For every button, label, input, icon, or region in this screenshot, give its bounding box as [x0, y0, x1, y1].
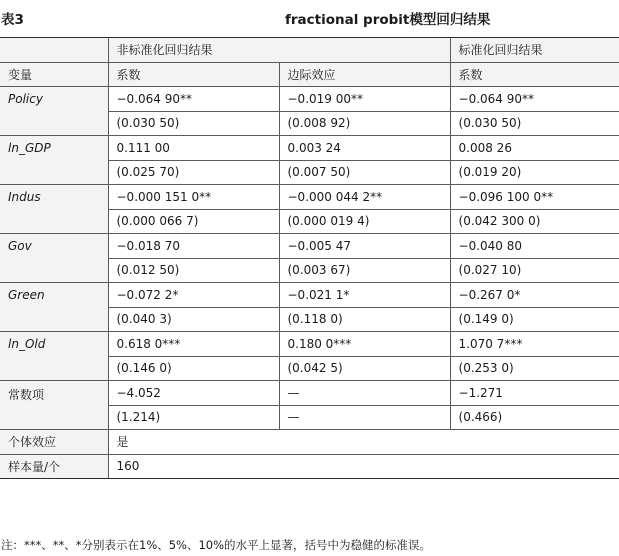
standardized-se-cell: (0.027 10): [450, 258, 619, 283]
coefficient-se-cell: (0.012 50): [108, 258, 279, 283]
table-row: [0, 381, 619, 406]
coefficient-se-cell: (1.214): [108, 405, 279, 430]
standardized-coefficient-cell: −0.267 0*: [450, 283, 619, 308]
standardized-coefficient-cell: 1.070 7***: [450, 332, 619, 357]
marginal-effect-cell: 0.180 0***: [279, 332, 450, 357]
marginal-effect-se-cell: (0.000 019 4): [279, 209, 450, 234]
coefficient-se-cell: (0.030 50): [108, 111, 279, 136]
standardized-coefficient-cell: −1.271: [450, 381, 619, 406]
standardized-coefficient-header: 系数: [450, 62, 619, 87]
table-number: 表3: [1, 12, 24, 28]
standardized-se-cell: (0.030 50): [450, 111, 619, 136]
fixed-effects-label: 个体效应: [0, 430, 108, 455]
coefficient-se-cell: (0.146 0): [108, 356, 279, 381]
sample-size-label: 样本量/个: [0, 454, 108, 479]
marginal-effect-se-cell: —: [279, 405, 450, 430]
table-row: [0, 136, 619, 161]
coefficient-cell: −0.064 90**: [108, 87, 279, 112]
marginal-effect-header: 边际效应: [279, 62, 450, 87]
coefficient-cell: 0.111 00: [108, 136, 279, 161]
fixed-effects-value: 是: [108, 430, 619, 455]
standardized-group-header: 标准化回归结果: [450, 38, 619, 63]
marginal-effect-cell: 0.003 24: [279, 136, 450, 161]
table-row: [0, 185, 619, 210]
standardized-se-cell: (0.019 20): [450, 160, 619, 185]
title-row: [0, 8, 619, 30]
regression-table: [0, 37, 619, 479]
variable-header: 变量: [0, 62, 108, 87]
standardized-se-cell: (0.466): [450, 405, 619, 430]
marginal-effect-se-cell: (0.118 0): [279, 307, 450, 332]
marginal-effect-cell: −0.000 044 2**: [279, 185, 450, 210]
variable-name: 常数项: [0, 381, 108, 430]
sample-size-value: 160: [108, 454, 619, 479]
fixed-effects-row: [0, 430, 619, 455]
unstandardized-group-header: 非标准化回归结果: [108, 38, 450, 63]
standardized-se-cell: (0.042 300 0): [450, 209, 619, 234]
table-note: 注：***、**、*分别表示在1%、5%、10%的水平上显著，括号中为稳健的标准误。: [1, 538, 432, 552]
marginal-effect-se-cell: (0.008 92): [279, 111, 450, 136]
variable-name: Green: [0, 283, 108, 332]
coefficient-cell: −0.072 2*: [108, 283, 279, 308]
marginal-effect-cell: −0.005 47: [279, 234, 450, 259]
variable-name: ln_GDP: [0, 136, 108, 185]
coefficient-se-cell: (0.000 066 7): [108, 209, 279, 234]
coefficient-cell: −4.052: [108, 381, 279, 406]
table-row: [0, 283, 619, 308]
marginal-effect-cell: −0.019 00**: [279, 87, 450, 112]
variable-name: ln_Old: [0, 332, 108, 381]
variable-name: Gov: [0, 234, 108, 283]
marginal-effect-cell: −0.021 1*: [279, 283, 450, 308]
standardized-se-cell: (0.253 0): [450, 356, 619, 381]
marginal-effect-se-cell: (0.042 5): [279, 356, 450, 381]
sample-size-row: [0, 454, 619, 479]
header-blank-cell: [0, 38, 108, 63]
standardized-coefficient-cell: −0.096 100 0**: [450, 185, 619, 210]
variable-name: Indus: [0, 185, 108, 234]
table-row: [0, 332, 619, 357]
marginal-effect-se-cell: (0.007 50): [279, 160, 450, 185]
coefficient-se-cell: (0.040 3): [108, 307, 279, 332]
table-title: fractional probit模型回归结果: [285, 12, 491, 28]
standardized-se-cell: (0.149 0): [450, 307, 619, 332]
coefficient-header: 系数: [108, 62, 279, 87]
standardized-coefficient-cell: −0.040 80: [450, 234, 619, 259]
table-row: [0, 87, 619, 112]
marginal-effect-se-cell: (0.003 67): [279, 258, 450, 283]
marginal-effect-cell: —: [279, 381, 450, 406]
table-row: [0, 234, 619, 259]
coefficient-se-cell: (0.025 70): [108, 160, 279, 185]
column-header-row: [0, 62, 619, 87]
variable-name: Policy: [0, 87, 108, 136]
coefficient-cell: 0.618 0***: [108, 332, 279, 357]
coefficient-cell: −0.000 151 0**: [108, 185, 279, 210]
standardized-coefficient-cell: −0.064 90**: [450, 87, 619, 112]
standardized-coefficient-cell: 0.008 26: [450, 136, 619, 161]
group-header-row: [0, 38, 619, 63]
coefficient-cell: −0.018 70: [108, 234, 279, 259]
